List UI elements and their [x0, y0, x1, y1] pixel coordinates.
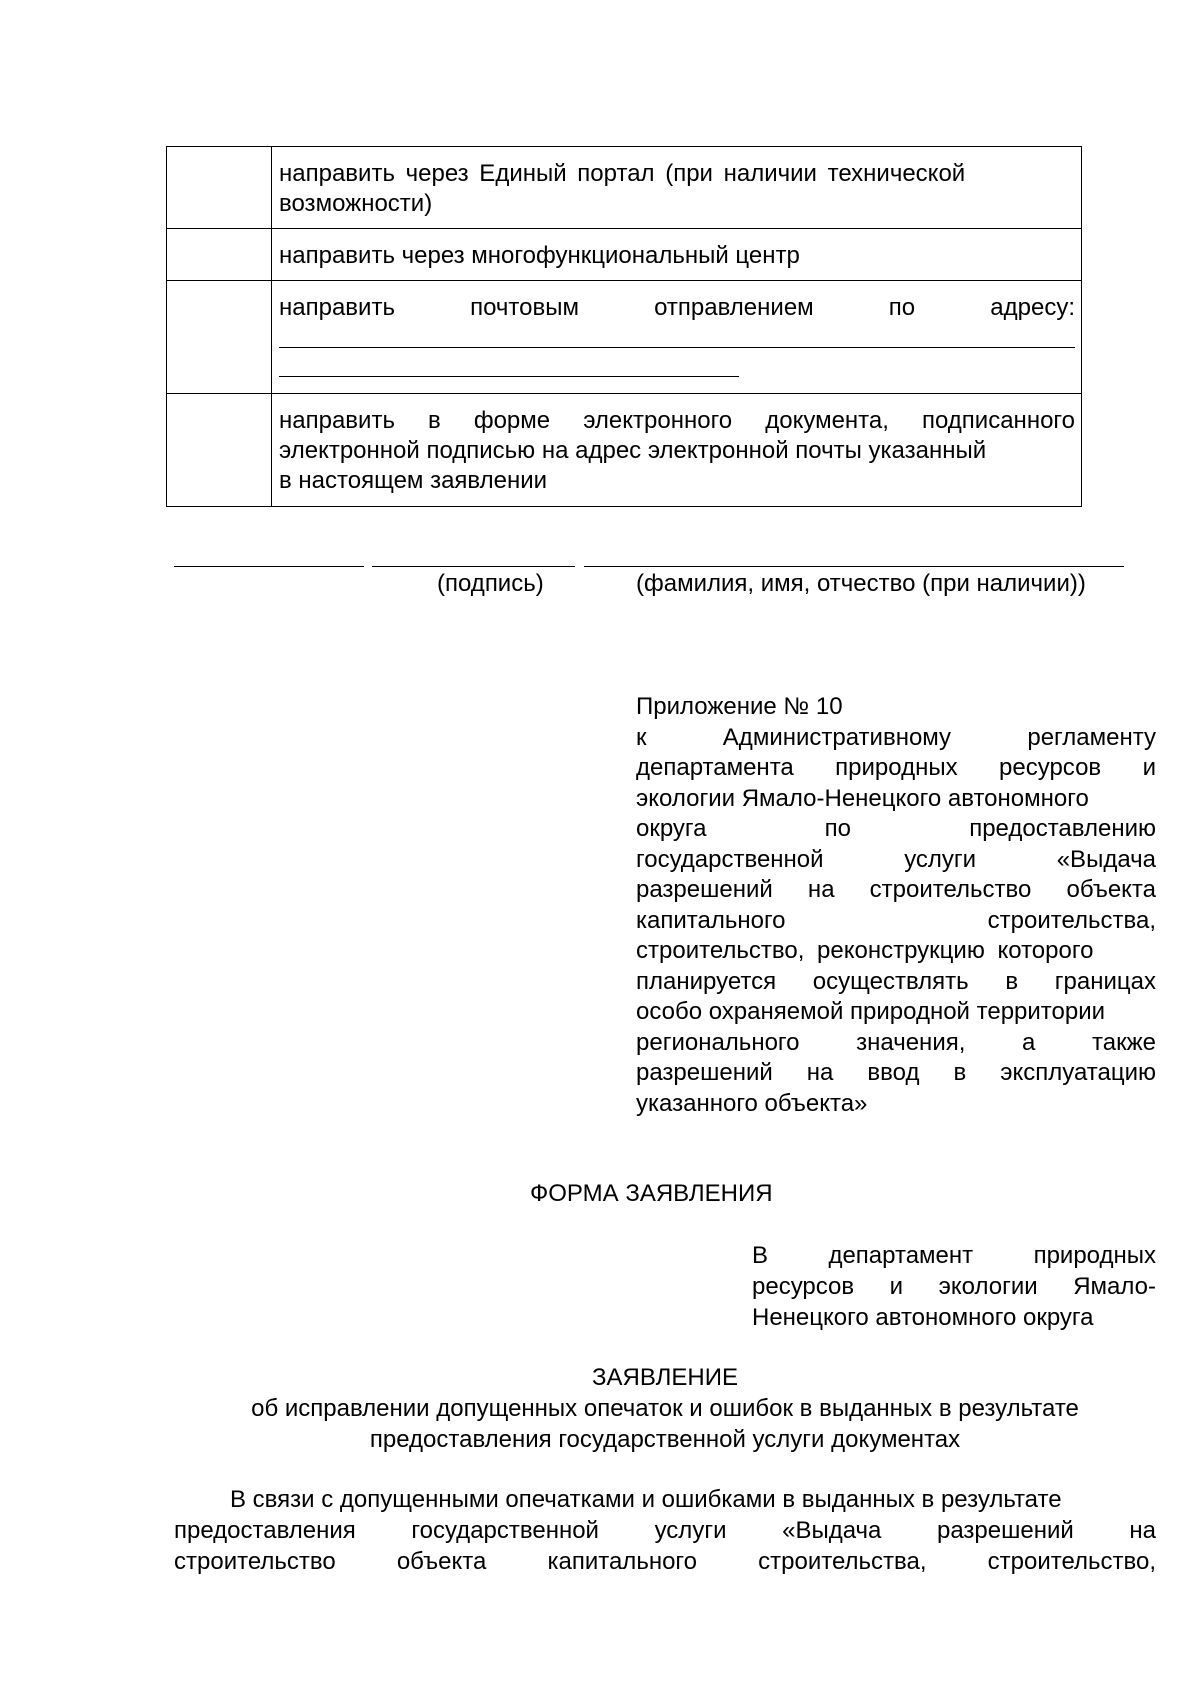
option-text-line: возможности): [279, 190, 433, 217]
statement-subtitle-line: предоставления государственной услуги документах: [369, 1426, 961, 1453]
form-title: ФОРМА ЗАЯВЛЕНИЯ: [530, 1180, 773, 1207]
addressee-line: ресурсов и экологии Ямало-: [752, 1273, 1156, 1300]
option-checkbox-cell[interactable]: [167, 281, 272, 394]
delivery-option-row: [167, 281, 1082, 394]
appendix-line: к Административному регламенту: [636, 723, 1156, 751]
option-text-line: направить в форме электронного документа, подписанного: [279, 407, 1075, 434]
appendix-line: указанного объекта»: [636, 1089, 868, 1117]
option-checkbox-cell[interactable]: [167, 147, 272, 229]
delivery-options-table: [166, 146, 1082, 507]
body-line: В связи с допущенными опечатками и ошибками в выданных в результате: [230, 1486, 1062, 1513]
option-text-line: направить почтовым отправлением по адресу:: [279, 294, 1075, 321]
option-text-line: электронной подписью на адрес электронной почты указанный: [279, 437, 987, 464]
signature-caption: (подпись): [437, 570, 544, 597]
option-text-line: направить через Единый портал (при наличии технической: [279, 160, 966, 187]
option-text-cell: [272, 394, 1082, 507]
appendix-line: разрешений на ввод в эксплуатацию: [636, 1059, 1156, 1086]
statement-heading: [0, 1362, 1200, 1455]
addressee-line: Ненецкого автономного округа: [752, 1304, 1094, 1331]
delivery-option-row: [167, 394, 1082, 507]
appendix-line: государственной услуги «Выдача: [636, 845, 1156, 873]
appendix-line: Приложение № 10: [636, 693, 843, 720]
body-line: строительство объекта капитального строительства, строительство,: [174, 1548, 1156, 1575]
statement-subtitle-line: об исправлении допущенных опечаток и ошибок в выданных в результате: [251, 1395, 1079, 1422]
addressee-line: В департамент природных: [752, 1242, 1156, 1269]
delivery-option-row: [167, 147, 1082, 229]
address-blank-line[interactable]: [279, 323, 1075, 348]
signature-blank-sign[interactable]: [372, 566, 575, 567]
option-text-line: направить через многофункциональный центр: [279, 242, 800, 269]
signature-blank-date[interactable]: [174, 566, 364, 567]
name-caption: (фамилия, имя, отчество (при наличии)): [636, 570, 1086, 597]
option-checkbox-cell[interactable]: [167, 394, 272, 507]
appendix-line: планируется осуществлять в границах: [636, 967, 1156, 995]
appendix-line: строительство, реконструкцию которого: [636, 937, 1094, 964]
delivery-option-row: [167, 229, 1082, 281]
statement-title: ЗАЯВЛЕНИЕ: [592, 1364, 738, 1391]
address-blank-line[interactable]: [279, 352, 739, 377]
appendix-line: капитального строительства,: [636, 906, 1156, 934]
signature-blank-name[interactable]: [584, 566, 1124, 567]
appendix-line: регионального значения, а также: [636, 1028, 1156, 1056]
option-text-cell: [272, 147, 1082, 229]
appendix-line: особо охраняемой природной территории: [636, 998, 1106, 1025]
appendix-line: разрешений на строительство объекта: [636, 876, 1156, 903]
body-line: предоставления государственной услуги «Выдача разрешений на: [174, 1517, 1156, 1544]
option-text-line: в настоящем заявлении: [279, 467, 548, 494]
appendix-block: [636, 692, 1156, 1119]
appendix-line: департамента природных ресурсов и: [636, 754, 1156, 781]
appendix-line: экологии Ямало-Ненецкого автономного: [636, 784, 1089, 812]
option-text-cell: [272, 229, 1082, 281]
addressee-block: [752, 1240, 1156, 1333]
option-checkbox-cell[interactable]: [167, 229, 272, 281]
option-text-cell: [272, 281, 1082, 394]
appendix-line: округа по предоставлению: [636, 815, 1156, 842]
statement-body: [174, 1484, 1156, 1577]
